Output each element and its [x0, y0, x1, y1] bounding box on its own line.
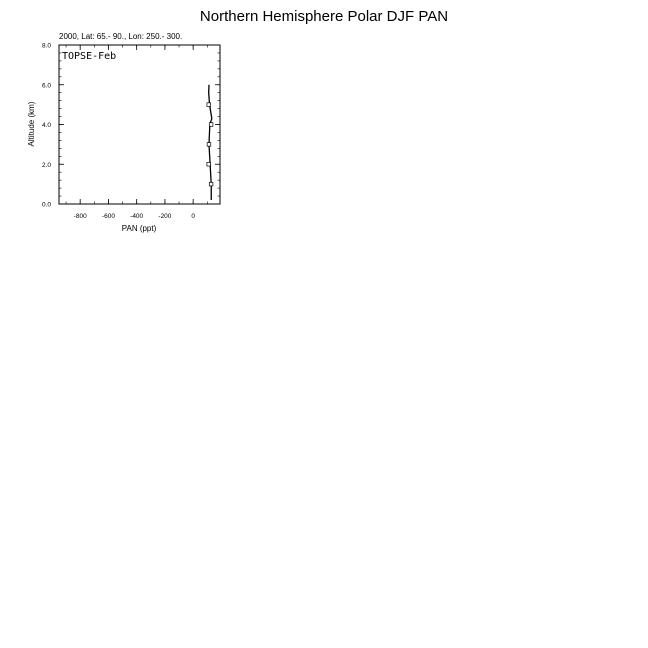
panel-annotation: TOPSE-Feb	[62, 51, 117, 62]
chart-subtitle: 2000, Lat: 65.- 90., Lon: 250.- 300.	[59, 32, 183, 41]
observation-marker	[209, 182, 213, 186]
x-axis-label: PAN (ppt)	[121, 224, 157, 233]
series-layer	[207, 85, 213, 200]
y-tick-label: 8.0	[41, 42, 51, 50]
x-axis	[66, 45, 207, 220]
y-tick-label: 2.0	[41, 161, 51, 169]
x-tick-label: -200	[158, 213, 172, 220]
x-tick-label: -800	[73, 213, 87, 220]
x-tick-label: -600	[101, 213, 115, 220]
y-axis-label: Altitude (km)	[27, 101, 36, 147]
observation-marker	[209, 123, 213, 127]
observation-marker	[207, 162, 211, 166]
y-tick-label: 6.0	[41, 82, 51, 90]
observation-marker	[207, 143, 211, 147]
x-tick-label: -400	[130, 213, 144, 220]
plot-frame	[59, 45, 220, 204]
y-axis	[42, 43, 220, 209]
observation-marker	[207, 103, 211, 107]
y-tick-label: 4.0	[41, 122, 51, 129]
y-tick-label: 0.0	[41, 201, 51, 209]
x-tick-label: 0	[191, 213, 195, 220]
chart-title: Northern Hemisphere Polar DJF PAN	[199, 8, 449, 25]
